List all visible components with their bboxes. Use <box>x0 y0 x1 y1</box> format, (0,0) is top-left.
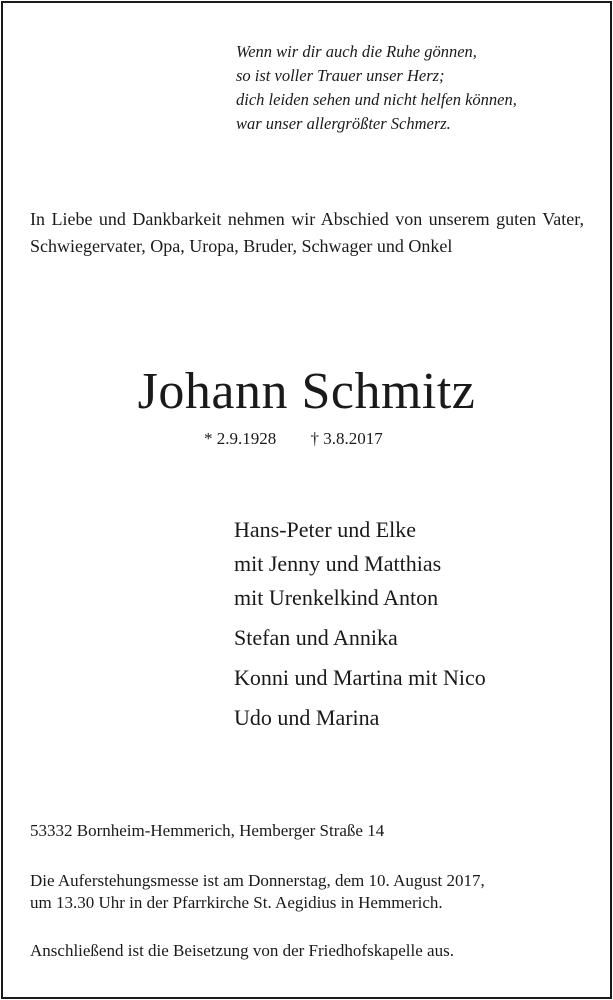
poem-line: so ist voller Trauer unser Herz; <box>236 66 445 85</box>
poem-line: Wenn wir dir auch die Ruhe gönnen, <box>236 42 477 61</box>
birth-date: * 2.9.1928 <box>204 429 277 448</box>
address: 53332 Bornheim-Hemmerich, Hemberger Straße 14 <box>30 821 385 840</box>
family-group <box>234 661 594 695</box>
service-info <box>30 870 590 914</box>
family-group <box>234 513 594 615</box>
intro-text: In Liebe und Dankbarkeit nehmen wir Abschied von unserem guten Vater, Schwiegervater, Opa, Uropa, Bruder, Schwager und Onkel <box>30 209 584 256</box>
service-line: Die Auferstehungsmesse ist am Donnerstag, dem 10. August 2017, <box>30 871 485 890</box>
family-line: Udo und Marina <box>234 705 380 730</box>
burial-info: Anschließend ist die Beisetzung von der Friedhofskapelle aus. <box>30 941 454 960</box>
poem <box>236 40 596 136</box>
notice-border <box>1 1 612 999</box>
death-date: † 3.8.2017 <box>310 429 383 448</box>
life-dates <box>204 428 383 450</box>
deceased-name: Johann Schmitz <box>137 363 476 420</box>
family-list <box>234 513 594 741</box>
family-line: mit Urenkelkind Anton <box>234 585 439 610</box>
family-line: Stefan und Annika <box>234 625 398 650</box>
family-line: mit Jenny und Matthias <box>234 551 442 576</box>
poem-line: war unser allergrößter Schmerz. <box>236 114 451 133</box>
service-line: um 13.30 Uhr in der Pfarrkirche St. Aegidius in Hemmerich. <box>30 893 443 912</box>
family-line: Konni und Martina mit Nico <box>234 665 486 690</box>
poem-line: dich leiden sehen und nicht helfen können, <box>236 90 517 109</box>
family-group <box>234 621 594 655</box>
family-line: Hans-Peter und Elke <box>234 517 417 542</box>
family-group <box>234 701 594 735</box>
